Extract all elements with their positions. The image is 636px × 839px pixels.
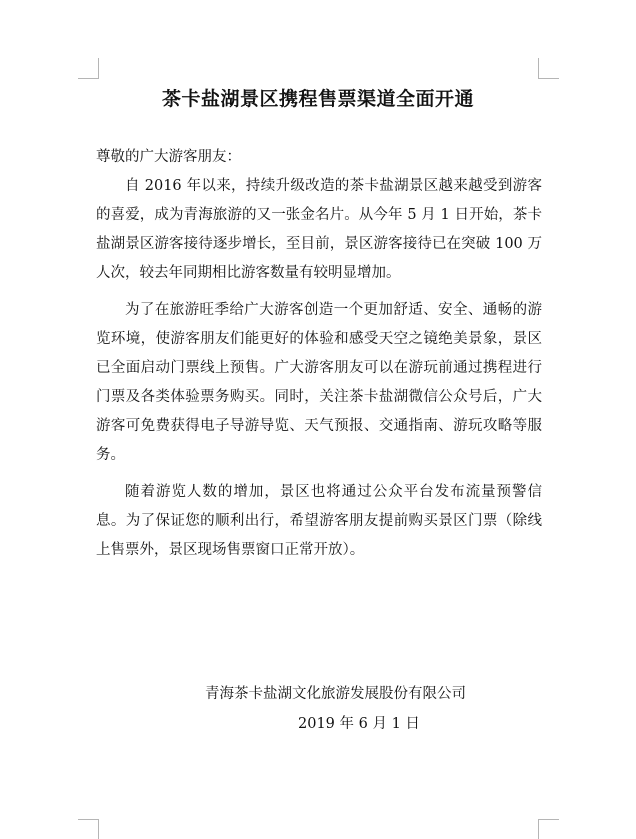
document-body: [96, 143, 542, 565]
document-title: 茶卡盐湖景区携程售票渠道全面开通: [161, 88, 474, 110]
signature-organization: 青海茶卡盐湖文化旅游发展股份有限公司: [205, 686, 466, 702]
margin-corner-mark: [78, 58, 99, 79]
paragraph: 为了在旅游旺季给广大游客创造一个更加舒适、安全、通畅的游览环境，使游客朋友们能更好的体验和感受天空之镜绝美景象，景区已全面启动门票线上预售。广大游客朋友可以在游玩前通过携程进行门票及各类体验票务购买。同时，关注茶卡盐湖微信公众号后，广大游客可免费获得电子导游导览、天气预报、交通指南、游玩攻略等服务。: [96, 302, 542, 463]
margin-corner-mark: [538, 58, 559, 79]
margin-corner-mark: [538, 819, 559, 839]
greeting: 尊敬的广大游客朋友：: [96, 149, 241, 165]
signature-date: 2019 年 6 月 1 日: [298, 716, 420, 732]
paragraph: 随着游览人数的增加，景区也将通过公众平台发布流量预警信息。为了保证您的顺利出行，希望游客朋友提前购买景区门票（除线上售票外，景区现场售票窗口正常开放）。: [96, 484, 542, 558]
paragraph: 自 2016 年以来，持续升级改造的茶卡盐湖景区越来越受到游客的喜爱，成为青海旅游的又一张金名片。从今年 5 月 1 日开始，茶卡盐湖景区游客接待逐步增长，至目前，景区游客接待已在突破 100 万人次，较去年同期相比游客数量有较明显增加。: [96, 178, 542, 281]
margin-corner-mark: [78, 819, 99, 839]
